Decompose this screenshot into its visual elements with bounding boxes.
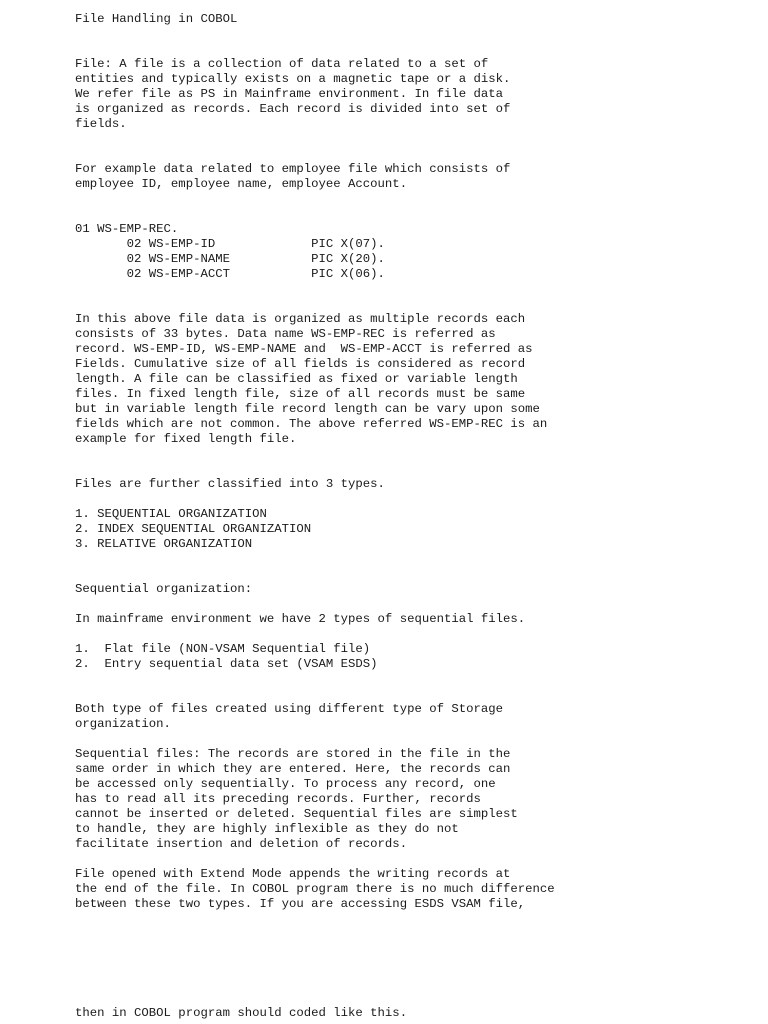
text-line: organization. — [75, 717, 171, 731]
text-line: Files are further classified into 3 types. — [75, 477, 385, 491]
text-line — [75, 732, 755, 747]
text-line — [75, 147, 755, 162]
text-line — [75, 27, 755, 42]
text-line: 02 WS-EMP-NAME PIC X(20). — [75, 252, 385, 266]
text-line — [75, 852, 755, 867]
text-line: be accessed only sequentially. To process any record, one — [75, 777, 496, 791]
text-line: record. WS-EMP-ID, WS-EMP-NAME and WS-EMP-ACCT is referred as — [75, 342, 533, 356]
text-line: is organized as records. Each record is divided into set of — [75, 102, 511, 116]
text-line — [75, 567, 755, 582]
text-line: Sequential files: The records are stored in the file in the — [75, 747, 511, 761]
text-line: In this above file data is organized as multiple records each — [75, 312, 526, 326]
text-line: 01 WS-EMP-REC. — [75, 222, 179, 236]
document-title: File Handling in COBOL — [75, 12, 238, 26]
text-line — [75, 672, 755, 687]
text-line: 1. SEQUENTIAL ORGANIZATION — [75, 507, 267, 521]
text-line — [75, 597, 755, 612]
text-line — [75, 207, 755, 222]
text-line — [75, 42, 755, 57]
text-line: cannot be inserted or deleted. Sequential files are simplest — [75, 807, 518, 821]
text-line: but in variable length file record length can be vary upon some — [75, 402, 540, 416]
text-line: 2. Entry sequential data set (VSAM ESDS) — [75, 657, 378, 671]
text-line: fields which are not common. The above referred WS-EMP-REC is an — [75, 417, 548, 431]
text-line: We refer file as PS in Mainframe environment. In file data — [75, 87, 504, 101]
text-line: same order in which they are entered. Here, the records can — [75, 762, 511, 776]
text-line — [75, 492, 755, 507]
text-line: consists of 33 bytes. Data name WS-EMP-REC is referred as — [75, 327, 496, 341]
text-line: between these two types. If you are accessing ESDS VSAM file, — [75, 897, 526, 911]
text-line: the end of the file. In COBOL program there is no much difference — [75, 882, 555, 896]
text-line: fields. — [75, 117, 127, 131]
text-line — [75, 462, 755, 477]
text-line: to handle, they are highly inflexible as they do not — [75, 822, 459, 836]
text-line — [75, 447, 755, 462]
text-line — [75, 192, 755, 207]
text-line — [75, 627, 755, 642]
text-line: Sequential organization: — [75, 582, 253, 596]
text-line: 1. Flat file (NON-VSAM Sequential file) — [75, 642, 371, 656]
text-line: 02 WS-EMP-ACCT PIC X(06). — [75, 267, 385, 281]
text-line: has to read all its preceding records. Further, records — [75, 792, 481, 806]
text-line — [75, 132, 755, 147]
text-line: Fields. Cumulative size of all fields is considered as record — [75, 357, 526, 371]
text-line: 02 WS-EMP-ID PIC X(07). — [75, 237, 385, 251]
text-line — [75, 282, 755, 297]
text-line — [75, 297, 755, 312]
text-line: facilitate insertion and deletion of records. — [75, 837, 408, 851]
text-line: File opened with Extend Mode appends the writing records at — [75, 867, 511, 881]
text-line: example for fixed length file. — [75, 432, 297, 446]
text-line: 2. INDEX SEQUENTIAL ORGANIZATION — [75, 522, 312, 536]
text-line: File: A file is a collection of data related to a set of — [75, 57, 489, 71]
document-footer-line: then in COBOL program should coded like this. — [75, 1006, 408, 1020]
text-line — [75, 687, 755, 702]
text-line: length. A file can be classified as fixed or variable length — [75, 372, 518, 386]
text-line: In mainframe environment we have 2 types of sequential files. — [75, 612, 526, 626]
document-body — [75, 12, 755, 912]
text-line: Both type of files created using different type of Storage — [75, 702, 504, 716]
text-line: For example data related to employee file which consists of — [75, 162, 511, 176]
text-line: entities and typically exists on a magnetic tape or a disk. — [75, 72, 511, 86]
text-line: files. In fixed length file, size of all records must be same — [75, 387, 526, 401]
text-line: 3. RELATIVE ORGANIZATION — [75, 537, 253, 551]
text-line — [75, 552, 755, 567]
text-line: employee ID, employee name, employee Account. — [75, 177, 408, 191]
